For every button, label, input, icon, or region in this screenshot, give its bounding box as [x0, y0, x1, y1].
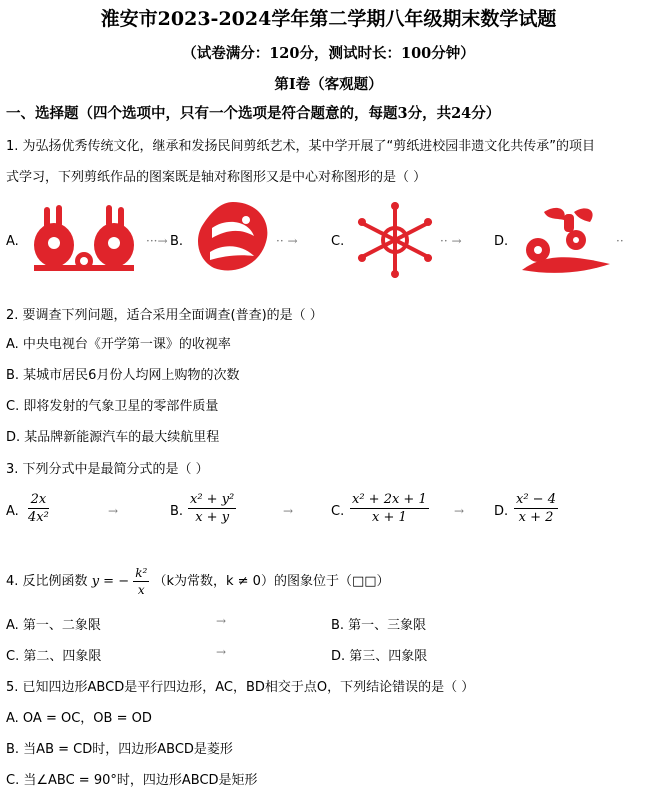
q4-stem — [6, 566, 390, 597]
q1-gap-arrow-2: ·· → — [276, 234, 298, 248]
q1-trailing-dots: ·· — [616, 234, 624, 248]
fraction-numerator: x² + 2x + 1 — [352, 492, 427, 507]
q5-option-c: C. 当∠ABC = 90°时，四边形ABCD是矩形 — [6, 773, 258, 788]
q1-stem-line1: 1. 为弘扬优秀传统文化，继承和发扬民间剪纸艺术，某中学开展了“剪纸进校园非遗文化共传承”的项目 — [6, 139, 596, 154]
fraction-denominator: 4x² — [28, 510, 49, 525]
q1-stem-line2: 式学习，下列剪纸作品的图案既是轴对称图形又是中心对称图形的是（ ） — [6, 170, 427, 185]
q2-option-d: D. 某品牌新能源汽车的最大续航里程 — [6, 430, 220, 445]
exam-subtitle: （试卷满分：120分，测试时长：100分钟） — [182, 45, 475, 62]
q3-option-d-fraction — [514, 492, 558, 525]
q4-option-b: B. 第一、三象限 — [331, 618, 427, 633]
q1-option-d-label: D. — [494, 234, 509, 249]
q4-function: y = − — [91, 574, 130, 589]
q4-gap-arrow-2: → — [216, 645, 227, 659]
q3-gap-arrow-2: → — [283, 504, 294, 518]
q3-option-d-label: D. — [494, 504, 509, 519]
q3-option-a-fraction — [28, 492, 49, 525]
q4-fraction-denominator: x — [137, 583, 145, 597]
q1-option-c-label: C. — [331, 234, 345, 249]
q3-option-b-label: B. — [170, 504, 184, 519]
q4-prefix: 4. 反比例函数 — [6, 574, 88, 589]
q3-gap-arrow-1: → — [108, 504, 119, 518]
fraction-numerator: 2x — [28, 492, 49, 509]
q1-option-a-label: A. — [6, 234, 19, 249]
q1-gap-arrow-1: ···→ — [146, 234, 168, 248]
q3-gap-arrow-3: → — [454, 504, 465, 518]
q3-option-a-label: A. — [6, 504, 19, 519]
q5-stem: 5. 已知四边形ABCD是平行四边形，AC，BD相交于点O，下列结论错误的是（ ） — [6, 680, 475, 695]
q1-option-b-label: B. — [170, 234, 184, 249]
q4-fraction-numerator: k² — [135, 566, 148, 580]
section-heading: 一、选择题（四个选项中，只有一个选项是符合题意的，每题3分，共24分） — [6, 105, 501, 122]
fraction-denominator: x + 2 — [518, 510, 554, 525]
q3-option-c-label: C. — [331, 504, 345, 519]
fraction-numerator: x² − 4 — [516, 492, 556, 507]
volume-heading: 第Ⅰ卷（客观题） — [274, 76, 383, 93]
fraction-denominator: x + 1 — [371, 510, 407, 525]
q4-option-c: C. 第二、四象限 — [6, 649, 102, 664]
snowflake-papercut-image — [352, 200, 438, 280]
q4-option-d: D. 第三、四象限 — [331, 649, 428, 664]
q5-option-b: B. 当AB = CD时，四边形ABCD是菱形 — [6, 742, 233, 757]
q4-option-a: A. 第一、二象限 — [6, 618, 101, 633]
flower-papercut-image — [516, 200, 614, 278]
q1-gap-arrow-3: ·· → — [440, 234, 462, 248]
q2-option-c: C. 即将发射的气象卫星的零部件质量 — [6, 399, 219, 414]
q4-gap-arrow-1: → — [216, 614, 227, 628]
q2-option-a: A. 中央电视台《开学第一课》的收视率 — [6, 337, 231, 352]
q5-option-a: A. OA = OC，OB = OD — [6, 711, 152, 726]
exam-title: 淮安市2023-2024学年第二学期八年级期末数学试题 — [100, 8, 557, 30]
q3-stem: 3. 下列分式中是最简分式的是（ ） — [6, 462, 209, 477]
fraction-denominator: x + y — [195, 510, 230, 525]
fraction-numerator: x² + y² — [190, 492, 235, 507]
q2-option-b: B. 某城市居民6月份人均网上购物的次数 — [6, 368, 240, 383]
q3-option-b-fraction — [188, 492, 236, 525]
rabbit-papercut-image — [24, 203, 144, 275]
q3-option-c-fraction — [350, 492, 429, 525]
q4-suffix: （k为常数，k ≠ 0）的图象位于（□□） — [153, 574, 390, 589]
bird-papercut-image — [192, 198, 274, 280]
q2-stem: 2. 要调查下列问题，适合采用全面调查(普查)的是（ ） — [6, 308, 323, 323]
